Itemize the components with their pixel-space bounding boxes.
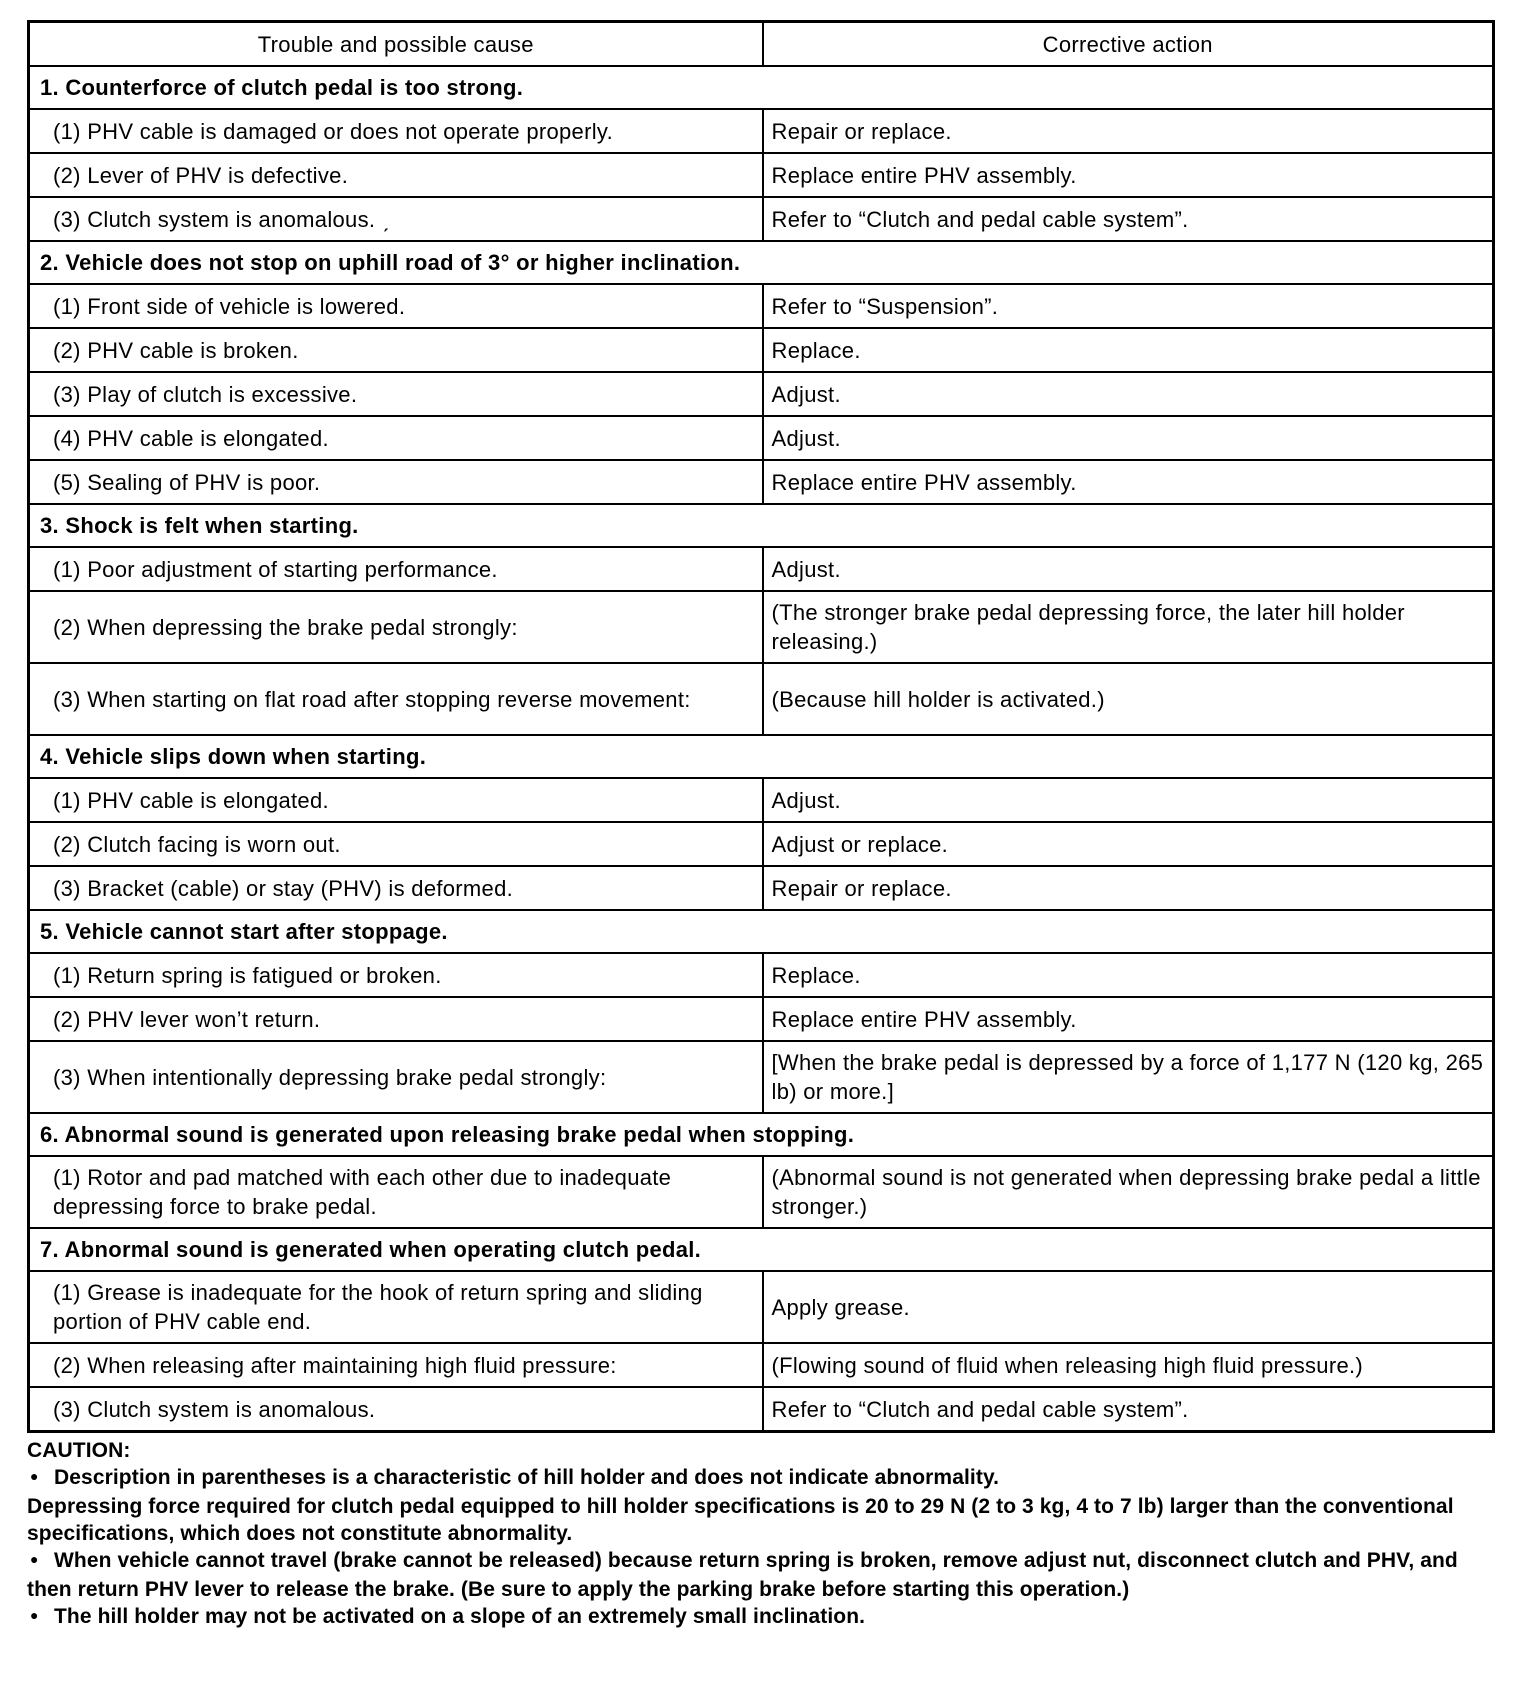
cause-cell: (2) PHV cable is broken. — [29, 328, 763, 372]
caution-note — [27, 1464, 1492, 1493]
cause-cell: (3) Play of clutch is excessive. — [29, 372, 763, 416]
action-cell: (The stronger brake pedal depressing force, the later hill holder releasing.) — [763, 591, 1494, 663]
section-title: 1. Counterforce of clutch pedal is too strong. — [29, 66, 1494, 109]
action-cell: (Abnormal sound is not generated when depressing brake pedal a little stronger.) — [763, 1156, 1494, 1228]
table-row — [29, 416, 1494, 460]
cause-cell: (3) Clutch system is anomalous. — [29, 1387, 763, 1432]
caution-note — [27, 1547, 1492, 1603]
action-cell: Replace entire PHV assembly. — [763, 997, 1494, 1041]
section-row — [29, 735, 1494, 778]
table-row — [29, 953, 1494, 997]
table-row — [29, 822, 1494, 866]
cause-cell: (2) When depressing the brake pedal strongly: — [29, 591, 763, 663]
caution-note-text: When vehicle cannot travel (brake cannot be released) because return spring is broken, remove adjust nut, disconnect clutch and PHV, and then return PHV lever to release the brake. (Be sure to apply the parking brake before starting this operation.) — [27, 1549, 1458, 1601]
caution-heading: CAUTION: — [27, 1439, 131, 1462]
action-cell: Replace entire PHV assembly. — [763, 153, 1494, 197]
table-row — [29, 663, 1494, 735]
section-row — [29, 910, 1494, 953]
header-trouble-cause: Trouble and possible cause — [29, 22, 763, 67]
cause-cell: (5) Sealing of PHV is poor. — [29, 460, 763, 504]
section-row — [29, 241, 1494, 284]
table-row — [29, 1041, 1494, 1113]
caution-block — [27, 1437, 1492, 1632]
cause-cell: (1) Grease is inadequate for the hook of return spring and sliding portion of PHV cable end. — [29, 1271, 763, 1343]
bullet-icon — [27, 1603, 54, 1632]
table-row — [29, 460, 1494, 504]
caution-note-continuation: Depressing force required for clutch pedal equipped to hill holder specifications is 20 to 29 N (2 to 3 kg, 4 to 7 lb) larger than the conventional specifications, which does not constitute abnormality. — [27, 1495, 1454, 1545]
cause-cell: (1) Return spring is fatigued or broken. — [29, 953, 763, 997]
action-cell: Refer to “Clutch and pedal cable system”. — [763, 1387, 1494, 1432]
cause-cell: (4) PHV cable is elongated. — [29, 416, 763, 460]
section-title: 6. Abnormal sound is generated upon releasing brake pedal when stopping. — [29, 1113, 1494, 1156]
cause-cell: (1) Front side of vehicle is lowered. — [29, 284, 763, 328]
cause-cell: (1) PHV cable is elongated. — [29, 778, 763, 822]
caution-note-text: The hill holder may not be activated on a slope of an extremely small inclination. — [54, 1605, 866, 1628]
table-row — [29, 997, 1494, 1041]
table-row — [29, 778, 1494, 822]
table-row — [29, 197, 1494, 241]
bullet-icon — [27, 1547, 54, 1576]
cause-cell: (2) When releasing after maintaining high fluid pressure: — [29, 1343, 763, 1387]
section-row — [29, 1113, 1494, 1156]
cause-cell: (1) PHV cable is damaged or does not operate properly. — [29, 109, 763, 153]
action-cell: Apply grease. — [763, 1271, 1494, 1343]
action-cell: Refer to “Clutch and pedal cable system”. — [763, 197, 1494, 241]
cause-cell: (2) Clutch facing is worn out. — [29, 822, 763, 866]
table-row — [29, 1271, 1494, 1343]
cause-cell: (3) When starting on flat road after stopping reverse movement: — [29, 663, 763, 735]
caution-note — [27, 1603, 1492, 1632]
action-cell: Adjust. — [763, 778, 1494, 822]
action-cell: Replace. — [763, 328, 1494, 372]
section-title: 7. Abnormal sound is generated when operating clutch pedal. — [29, 1228, 1494, 1271]
section-title: 4. Vehicle slips down when starting. — [29, 735, 1494, 778]
cause-cell: (3) When intentionally depressing brake pedal strongly: — [29, 1041, 763, 1113]
action-cell: Adjust. — [763, 416, 1494, 460]
action-cell: Adjust or replace. — [763, 822, 1494, 866]
table-row — [29, 866, 1494, 910]
cause-cell: (3) Clutch system is anomalous. ˏ — [29, 197, 763, 241]
table-row — [29, 1387, 1494, 1432]
section-row — [29, 504, 1494, 547]
table-header-row — [29, 22, 1494, 67]
table-row — [29, 284, 1494, 328]
action-cell: Replace. — [763, 953, 1494, 997]
action-cell: Replace entire PHV assembly. — [763, 460, 1494, 504]
action-cell: Repair or replace. — [763, 109, 1494, 153]
section-title: 5. Vehicle cannot start after stoppage. — [29, 910, 1494, 953]
cause-cell: (1) Poor adjustment of starting performance. — [29, 547, 763, 591]
cause-cell: (1) Rotor and pad matched with each other due to inadequate depressing force to brake pedal. — [29, 1156, 763, 1228]
cause-cell: (3) Bracket (cable) or stay (PHV) is deformed. — [29, 866, 763, 910]
action-cell: Adjust. — [763, 372, 1494, 416]
troubleshooting-document — [27, 20, 1492, 1632]
section-title: 3. Shock is felt when starting. — [29, 504, 1494, 547]
action-cell: Adjust. — [763, 547, 1494, 591]
table-row — [29, 547, 1494, 591]
table-row — [29, 153, 1494, 197]
table-row — [29, 1343, 1494, 1387]
table-row — [29, 591, 1494, 663]
section-row — [29, 1228, 1494, 1271]
action-cell: [When the brake pedal is depressed by a force of 1,177 N (120 kg, 265 lb) or more.] — [763, 1041, 1494, 1113]
troubleshooting-table — [27, 20, 1495, 1433]
action-cell: (Flowing sound of fluid when releasing high fluid pressure.) — [763, 1343, 1494, 1387]
section-row — [29, 66, 1494, 109]
section-title: 2. Vehicle does not stop on uphill road of 3° or higher inclination. — [29, 241, 1494, 284]
table-row — [29, 328, 1494, 372]
caution-note-text: Description in parentheses is a characteristic of hill holder and does not indicate abnormality. — [54, 1466, 1000, 1489]
table-row — [29, 372, 1494, 416]
bullet-icon — [27, 1464, 54, 1493]
action-cell: (Because hill holder is activated.) — [763, 663, 1494, 735]
action-cell: Repair or replace. — [763, 866, 1494, 910]
cause-cell: (2) Lever of PHV is defective. — [29, 153, 763, 197]
table-row — [29, 109, 1494, 153]
header-corrective-action: Corrective action — [763, 22, 1494, 67]
cause-cell: (2) PHV lever won’t return. — [29, 997, 763, 1041]
table-row — [29, 1156, 1494, 1228]
action-cell: Refer to “Suspension”. — [763, 284, 1494, 328]
